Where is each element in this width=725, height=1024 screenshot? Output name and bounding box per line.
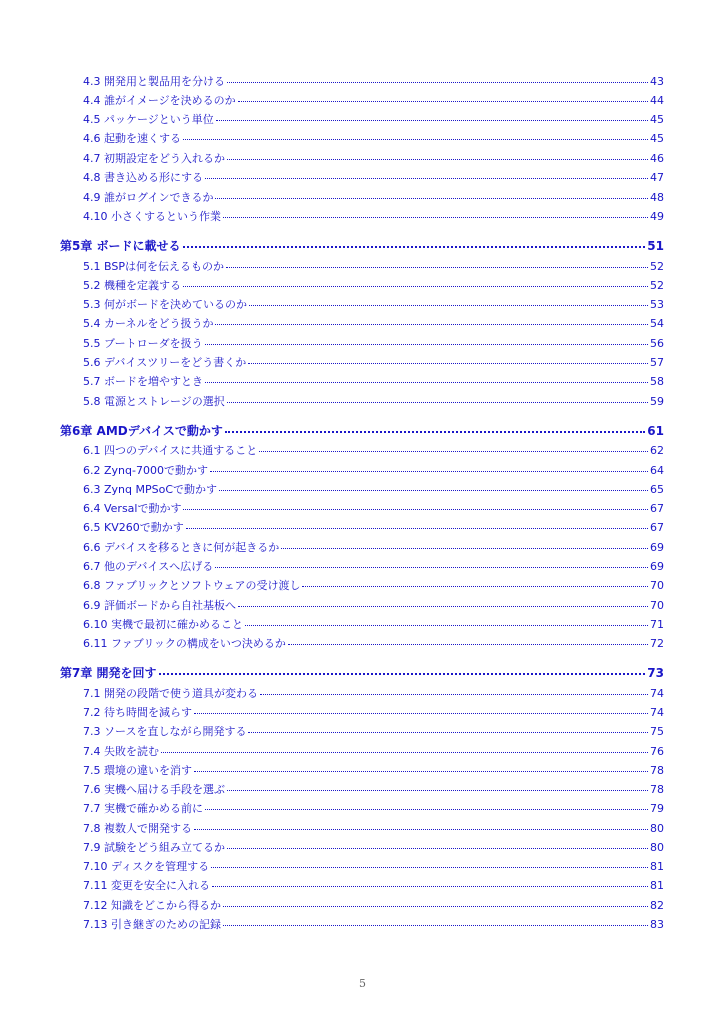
toc-entry-page: 57 [650, 356, 664, 369]
toc-entry-7-11[interactable] [83, 877, 664, 893]
toc-entry-title: 4.8 書き込める形にする [83, 171, 203, 184]
toc-entry-page: 80 [650, 841, 664, 854]
toc-entry-page: 69 [650, 541, 664, 554]
toc-entry-title: 4.7 初期設定をどう入れるか [83, 152, 225, 165]
toc-entry-title: 7.10 ディスクを管理する [83, 860, 210, 873]
toc-entry-page: 64 [650, 464, 664, 477]
toc-entry-6-6[interactable] [83, 539, 664, 555]
toc-entry-title: 5.8 電源とストレージの選択 [83, 395, 225, 408]
dot-leader [248, 732, 648, 733]
toc-chapter-page: 73 [647, 666, 664, 680]
toc-chapter-5[interactable] [60, 237, 664, 254]
dot-leader [183, 246, 646, 248]
toc-entry-5-1[interactable] [83, 258, 664, 274]
toc-chapter-page: 51 [647, 239, 664, 253]
dot-leader [183, 139, 648, 140]
toc-entry-page: 45 [650, 132, 664, 145]
toc-entry-page: 70 [650, 599, 664, 612]
dot-leader [248, 363, 648, 364]
toc-entry-7-13[interactable] [83, 916, 664, 932]
toc-entry-page: 74 [650, 687, 664, 700]
dot-leader [186, 528, 648, 529]
toc-entry-4-3[interactable] [83, 73, 664, 89]
toc-chapter-title: 第5章 ボードに載せる [60, 239, 181, 253]
toc-entry-page: 81 [650, 879, 664, 892]
toc-entry-page: 59 [650, 395, 664, 408]
toc-entry-4-6[interactable] [83, 130, 664, 146]
dot-leader [227, 848, 648, 849]
toc-entry-title: 5.5 ブートローダを扱う [83, 337, 203, 350]
toc-entry-7-4[interactable] [83, 743, 664, 759]
toc-entry-page: 43 [650, 75, 664, 88]
dot-leader [249, 305, 648, 306]
toc-entry-7-1[interactable] [83, 685, 664, 701]
toc-entry-title: 7.4 失敗を読む [83, 745, 159, 758]
toc-entry-6-9[interactable] [83, 597, 664, 613]
toc-entry-5-5[interactable] [83, 335, 664, 351]
dot-leader [288, 644, 648, 645]
toc-entry-page: 65 [650, 483, 664, 496]
dot-leader [205, 178, 648, 179]
toc-chapter-7[interactable] [60, 664, 664, 681]
dot-leader [212, 886, 648, 887]
toc-entry-6-1[interactable] [83, 442, 664, 458]
dot-leader [159, 673, 646, 675]
dot-leader [259, 451, 648, 452]
toc-entry-title: 6.2 Zynq-7000で動かす [83, 464, 208, 477]
toc-entry-title: 4.3 開発用と製品用を分ける [83, 75, 225, 88]
toc-entry-4-5[interactable] [83, 111, 664, 127]
toc-entry-5-7[interactable] [83, 373, 664, 389]
toc-entry-page: 49 [650, 210, 664, 223]
toc-entry-title: 5.1 BSPは何を伝えるものか [83, 260, 224, 273]
toc-chapter-title: 第7章 開発を回す [60, 666, 157, 680]
toc-entry-4-7[interactable] [83, 150, 664, 166]
dot-leader [215, 567, 648, 568]
toc-entry-title: 6.4 Versalで動かす [83, 502, 182, 515]
toc-entry-7-9[interactable] [83, 839, 664, 855]
toc-entry-page: 83 [650, 918, 664, 931]
toc-entry-page: 79 [650, 802, 664, 815]
toc-chapter-6[interactable] [60, 422, 664, 439]
toc-entry-7-12[interactable] [83, 897, 664, 913]
toc-entry-page: 76 [650, 745, 664, 758]
toc-entry-title: 6.7 他のデバイスへ広げる [83, 560, 214, 573]
dot-leader [223, 925, 648, 926]
dot-leader [205, 344, 648, 345]
toc-entry-page: 52 [650, 260, 664, 273]
toc-entry-page: 52 [650, 279, 664, 292]
toc-chapter-title: 第6章 AMDデバイスで動かす [60, 424, 223, 438]
toc-entry-page: 80 [650, 822, 664, 835]
toc-entry-page: 56 [650, 337, 664, 350]
toc-entry-5-6[interactable] [83, 354, 664, 370]
toc-entry-title: 7.7 実機で確かめる前に [83, 802, 203, 815]
dot-leader [281, 548, 648, 549]
toc-entry-title: 5.7 ボードを増やすとき [83, 375, 203, 388]
toc-entry-4-4[interactable] [83, 92, 664, 108]
toc-entry-7-6[interactable] [83, 781, 664, 797]
toc-entry-page: 72 [650, 637, 664, 650]
dot-leader [183, 286, 648, 287]
dot-leader [260, 694, 648, 695]
toc-entry-page: 58 [650, 375, 664, 388]
toc-entry-title: 7.12 知識をどこから得るか [83, 899, 221, 912]
dot-leader [238, 101, 648, 102]
dot-leader [215, 198, 648, 199]
toc-entry-title: 7.1 開発の段階で使う道具が変わる [83, 687, 258, 700]
toc-entry-title: 5.2 機種を定義する [83, 279, 181, 292]
toc-entry-title: 4.4 誰がイメージを決めるのか [83, 94, 236, 107]
dot-leader [226, 267, 648, 268]
dot-leader [238, 606, 648, 607]
toc-entry-5-4[interactable] [83, 315, 664, 331]
toc-entry-page: 46 [650, 152, 664, 165]
dot-leader [205, 809, 648, 810]
toc-entry-title: 7.6 実機へ届ける手段を選ぶ [83, 783, 225, 796]
dot-leader [227, 402, 648, 403]
toc-entry-6-10[interactable] [83, 616, 664, 632]
toc-chapter-page: 61 [647, 424, 664, 438]
toc-entry-title: 6.8 ファブリックとソフトウェアの受け渡し [83, 579, 301, 592]
toc-entry-title: 5.6 デバイスツリーをどう書くか [83, 356, 247, 369]
dot-leader [205, 382, 648, 383]
dot-leader [210, 471, 648, 472]
toc-entry-page: 82 [650, 899, 664, 912]
toc-entry-6-4[interactable] [83, 500, 664, 516]
toc-entry-page: 81 [650, 860, 664, 873]
toc-entry-7-3[interactable] [83, 723, 664, 739]
toc-entry-7-2[interactable] [83, 704, 664, 720]
dot-leader [223, 906, 648, 907]
page-number: 5 [359, 977, 366, 990]
dot-leader [302, 586, 648, 587]
toc-entry-title: 7.9 試験をどう組み立てるか [83, 841, 225, 854]
toc-entry-page: 47 [650, 171, 664, 184]
toc-entry-6-3[interactable] [83, 481, 664, 497]
toc-entry-title: 6.10 実機で最初に確かめること [83, 618, 243, 631]
toc-entry-7-5[interactable] [83, 762, 664, 778]
toc-entry-title: 5.3 何がボードを決めているのか [83, 298, 247, 311]
dot-leader [194, 713, 648, 714]
toc-entry-page: 48 [650, 191, 664, 204]
toc-entry-title: 4.10 小さくするという作業 [83, 210, 221, 223]
toc-entry-5-8[interactable] [83, 393, 664, 409]
toc-entry-page: 74 [650, 706, 664, 719]
toc-entry-title: 6.11 ファブリックの構成をいつ決めるか [83, 637, 286, 650]
toc-entry-title: 7.5 環境の違いを消す [83, 764, 192, 777]
dot-leader [227, 159, 648, 160]
toc-entry-title: 7.3 ソースを直しながら開発する [83, 725, 247, 738]
toc-entry-page: 45 [650, 113, 664, 126]
dot-leader [227, 790, 648, 791]
toc-entry-title: 4.6 起動を速くする [83, 132, 181, 145]
toc-entry-6-11[interactable] [83, 635, 664, 651]
toc-entry-title: 6.6 デバイスを移るときに何が起きるか [83, 541, 280, 554]
dot-leader [183, 509, 648, 510]
toc-entry-6-7[interactable] [83, 558, 664, 574]
toc-entry-page: 62 [650, 444, 664, 457]
toc-entry-page: 44 [650, 94, 664, 107]
dot-leader [215, 324, 648, 325]
toc-entry-title: 7.2 待ち時間を減らす [83, 706, 192, 719]
dot-leader [194, 829, 648, 830]
toc-entry-title: 6.5 KV260で動かす [83, 521, 184, 534]
toc-entry-page: 71 [650, 618, 664, 631]
toc-entry-page: 78 [650, 783, 664, 796]
toc-entry-7-10[interactable] [83, 858, 664, 874]
toc-entry-page: 67 [650, 502, 664, 515]
dot-leader [225, 431, 645, 433]
toc-entry-7-7[interactable] [83, 800, 664, 816]
toc-entry-page: 75 [650, 725, 664, 738]
toc-entry-title: 4.9 誰がログインできるか [83, 191, 214, 204]
dot-leader [216, 120, 648, 121]
toc-entry-page: 70 [650, 579, 664, 592]
toc-entry-5-2[interactable] [83, 277, 664, 293]
toc-entry-4-9[interactable] [83, 189, 664, 205]
toc-entry-5-3[interactable] [83, 296, 664, 312]
dot-leader [227, 82, 648, 83]
toc-entry-page: 67 [650, 521, 664, 534]
toc-entry-title: 7.11 変更を安全に入れる [83, 879, 210, 892]
toc-entry-title: 5.4 カーネルをどう扱うか [83, 317, 214, 330]
toc-entry-4-8[interactable] [83, 169, 664, 185]
toc-entry-title: 7.13 引き継ぎのための記録 [83, 918, 221, 931]
toc-entry-6-8[interactable] [83, 577, 664, 593]
dot-leader [161, 752, 648, 753]
dot-leader [211, 867, 648, 868]
toc-entry-title: 6.9 評価ボードから自社基板へ [83, 599, 236, 612]
toc-entry-4-10[interactable] [83, 208, 664, 224]
toc-entry-page: 69 [650, 560, 664, 573]
dot-leader [219, 490, 648, 491]
toc-entry-6-5[interactable] [83, 519, 664, 535]
toc-entry-title: 4.5 パッケージという単位 [83, 113, 214, 126]
toc-entry-6-2[interactable] [83, 462, 664, 478]
dot-leader [245, 625, 648, 626]
toc-entry-title: 6.3 Zynq MPSoCで動かす [83, 483, 218, 496]
toc-entry-page: 54 [650, 317, 664, 330]
toc-entry-page: 78 [650, 764, 664, 777]
dot-leader [194, 771, 648, 772]
toc-entry-title: 6.1 四つのデバイスに共通すること [83, 444, 258, 457]
toc-entry-title: 7.8 複数人で開発する [83, 822, 192, 835]
toc-entry-7-8[interactable] [83, 820, 664, 836]
toc-entry-page: 53 [650, 298, 664, 311]
dot-leader [223, 217, 648, 218]
